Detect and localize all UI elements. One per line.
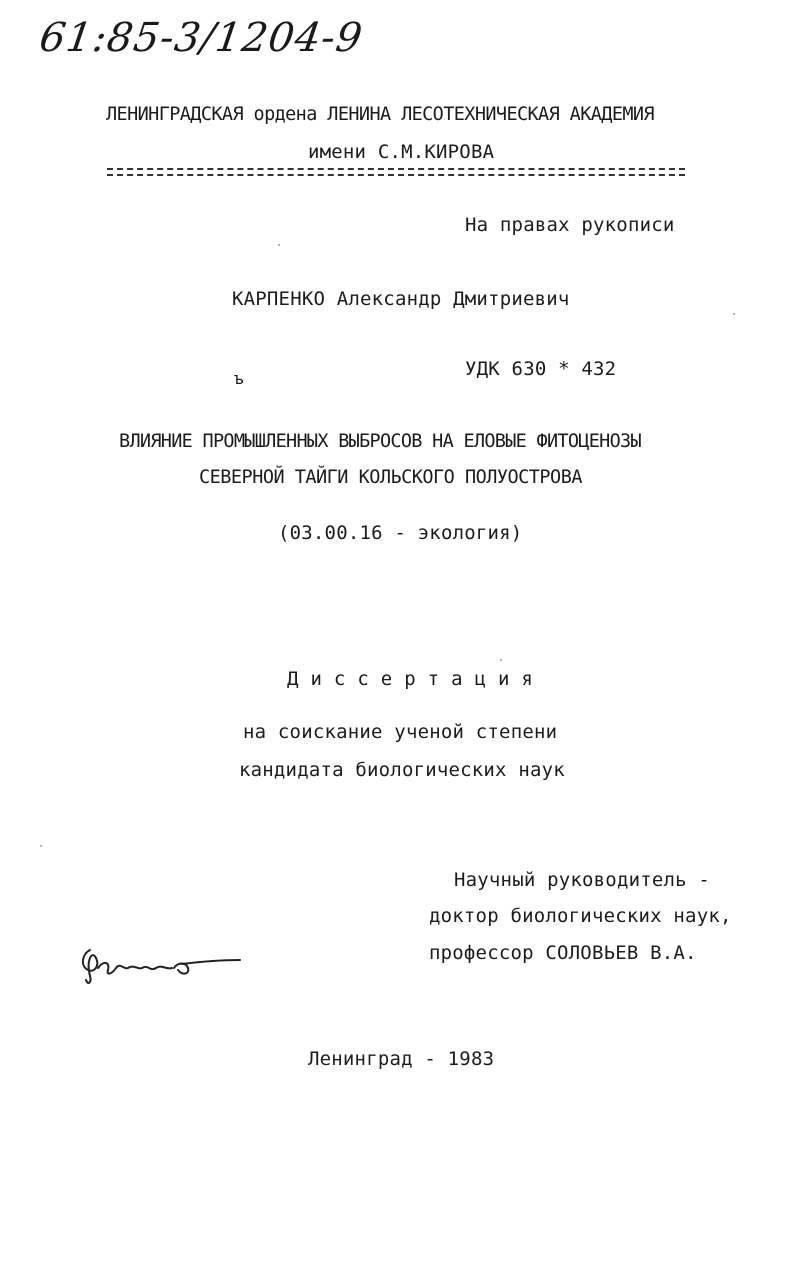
manuscript-rights: На правах рукописи	[465, 214, 675, 236]
supervisor-degree: доктор биологических наук,	[429, 905, 732, 927]
author-signature	[78, 940, 248, 990]
dissertation-title: ВЛИЯНИЕ ПРОМЫШЛЕННЫХ ВЫБРОСОВ НА ЕЛОВЫЕ ФИТОЦЕНОЗЫ	[119, 431, 641, 452]
scan-speck	[500, 659, 502, 661]
udc-code: УДК 630 * 432	[465, 358, 617, 380]
scan-speck	[40, 845, 42, 847]
header-divider-bottom	[107, 174, 685, 176]
degree-line1: на соискание ученой степени	[243, 721, 558, 743]
place-and-year: Ленинград - 1983	[308, 1048, 495, 1070]
dissertation-title-line2: СЕВЕРНОЙ ТАЙГИ КОЛЬСКОГО ПОЛУОСТРОВА	[199, 467, 582, 488]
academy-name-line2: имени С.М.КИРОВА	[308, 141, 495, 163]
degree-line2: кандидата биологических наук	[239, 759, 565, 781]
academy-name: ЛЕНИНГРАДСКАЯ ордена ЛЕНИНА ЛЕСОТЕХНИЧЕСКАЯ АКАДЕМИЯ	[106, 104, 654, 125]
supervisor-name: профессор СОЛОВЬЕВ В.А.	[429, 942, 697, 964]
author-name: КАРПЕНКО Александр Дмитриевич	[232, 288, 570, 310]
stray-mark: ъ	[234, 369, 244, 388]
archive-code-handwritten: 61:85-3/1204-9	[36, 15, 366, 61]
document-type: Диссертация	[287, 668, 545, 690]
scan-speck	[733, 313, 735, 315]
supervisor-heading: Научный руководитель -	[454, 869, 711, 891]
specialty-code: (03.00.16 - экология)	[278, 522, 523, 544]
scan-speck	[278, 244, 280, 246]
header-divider-top	[107, 168, 685, 170]
